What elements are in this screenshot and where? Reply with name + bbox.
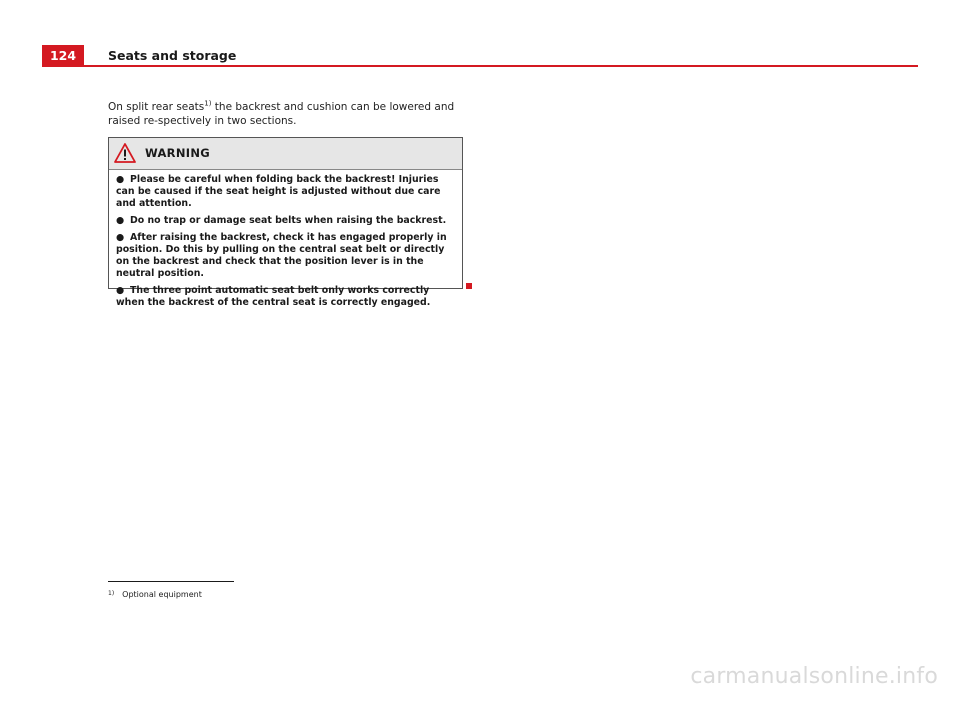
warning-item xyxy=(116,285,455,309)
warning-item-text: The three point automatic seat belt only works correctly when the backrest of the central seat is correctly engaged. xyxy=(116,285,431,308)
warning-header xyxy=(109,138,462,170)
header-rule xyxy=(42,65,918,67)
warning-body xyxy=(109,170,462,309)
warning-triangle-icon xyxy=(114,143,136,163)
intro-text-start: On split rear seats xyxy=(108,101,205,113)
watermark: carmanualsonline.info xyxy=(690,664,938,689)
footnote-divider xyxy=(108,581,234,582)
bullet-icon: ● xyxy=(116,174,125,185)
warning-item xyxy=(116,174,455,210)
section-title: Seats and storage xyxy=(108,48,237,63)
warning-item-text: Please be careful when folding back the backrest! Injuries can be caused if the seat height is adjusted without due care and attention. xyxy=(116,174,441,209)
warning-item-text: Do no trap or damage seat belts when raising the backrest. xyxy=(130,215,447,226)
bullet-icon: ● xyxy=(116,232,125,243)
section-end-marker xyxy=(466,283,472,289)
warning-item xyxy=(116,215,455,227)
page-header xyxy=(42,45,918,67)
warning-title: WARNING xyxy=(145,146,210,160)
page-number: 124 xyxy=(42,45,84,65)
warning-box xyxy=(108,137,463,308)
footnote-text: Optional equipment xyxy=(122,590,202,599)
warning-item-text: After raising the backrest, check it has engaged properly in position. Do this by pulling on the central seat belt or directly on the backrest and check that the position lever is in the neutral position. xyxy=(116,232,447,279)
footnote xyxy=(108,590,202,599)
intro-text-end: the backrest and cushion can be lowered and raised re-spectively in two sections. xyxy=(108,101,455,127)
intro-paragraph xyxy=(108,100,468,128)
footnote-mark: 1) xyxy=(108,590,115,597)
bullet-icon: ● xyxy=(116,215,125,226)
warning-item xyxy=(116,232,455,280)
bullet-icon: ● xyxy=(116,285,125,296)
footnote-reference[interactable]: 1) xyxy=(204,99,212,108)
